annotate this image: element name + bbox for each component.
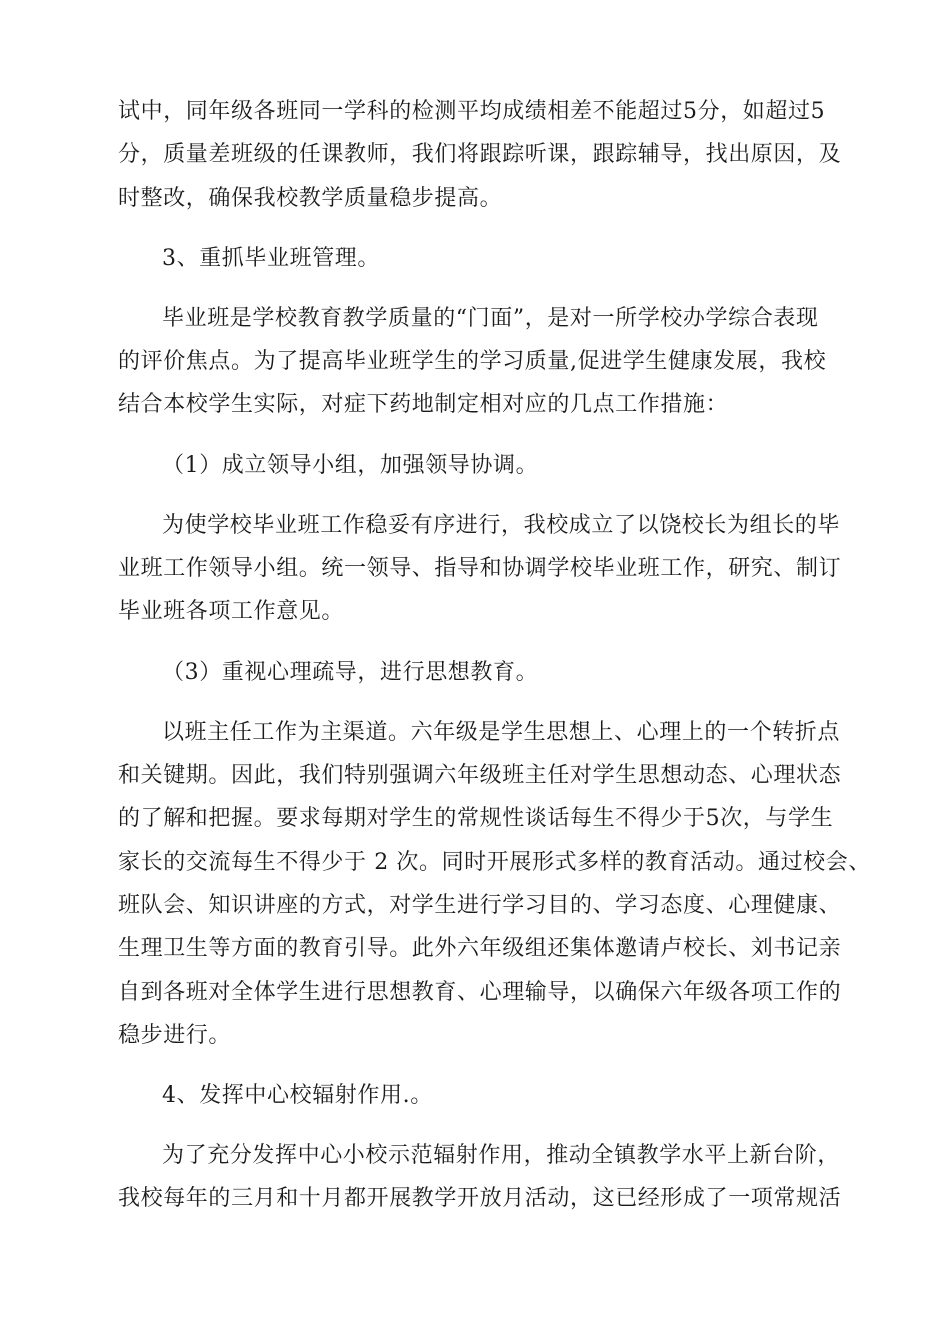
text-line: 分，质量差班级的任课教师，我们将跟踪听课，跟踪辅导，找出原因，及 <box>118 142 842 167</box>
text-line: 以班主任工作为主渠道。六年级是学生思想上、心理上的一个转折点 <box>162 720 841 745</box>
text-line: 试中，同年级各班同一学科的检测平均成绩相差不能超过5分，如超过5 <box>118 99 826 124</box>
text-line: 毕业班各项工作意见。 <box>118 599 345 624</box>
text-line: 生理卫生等方面的教育引导。此外六年级组还集体邀请卢校长、刘书记亲 <box>118 936 842 961</box>
subsection-heading: （1）成立领导小组，加强领导协调。 <box>162 453 539 478</box>
text-line: 我校每年的三月和十月都开展教学开放月活动，这已经形成了一项常规活 <box>118 1186 842 1211</box>
text-line: 为了充分发挥中心小校示范辐射作用，推动全镇教学水平上新台阶， <box>162 1143 841 1168</box>
text-line: 的评价焦点。为了提高毕业班学生的学习质量,促进学生健康发展，我校 <box>118 349 827 374</box>
text-line: 的了解和把握。要求每期对学生的常规性谈话每生不得少于5次，与学生 <box>118 806 834 831</box>
section-heading: 4、发挥中心校辐射作用.。 <box>162 1083 433 1108</box>
text-line: 为使学校毕业班工作稳妥有序进行，我校成立了以饶校长为组长的毕 <box>162 513 841 538</box>
text-line: 时整改，确保我校教学质量稳步提高。 <box>118 186 503 211</box>
text-line: 班队会、知识讲座的方式，对学生进行学习目的、学习态度、心理健康、 <box>118 893 842 918</box>
text-line: 家长的交流每生不得少于 2 次。同时开展形式多样的教育活动。通过校会、 <box>118 850 871 875</box>
text-line: 和关键期。因此，我们特别强调六年级班主任对学生思想动态、心理状态 <box>118 763 842 788</box>
text-line: 结合本校学生实际，对症下药地制定相对应的几点工作措施： <box>118 392 729 417</box>
text-line: 自到各班对全体学生进行思想教育、心理输导，以确保六年级各项工作的 <box>118 980 842 1005</box>
section-heading: 3、重抓毕业班管理。 <box>162 246 380 271</box>
subsection-heading: （3）重视心理疏导，进行思想教育。 <box>162 660 539 685</box>
text-line: 毕业班是学校教育教学质量的“门面”，是对一所学校办学综合表现 <box>162 306 819 331</box>
text-line: 业班工作领导小组。统一领导、指导和协调学校毕业班工作，研究、制订 <box>118 556 842 581</box>
text-line: 稳步进行。 <box>118 1023 232 1048</box>
